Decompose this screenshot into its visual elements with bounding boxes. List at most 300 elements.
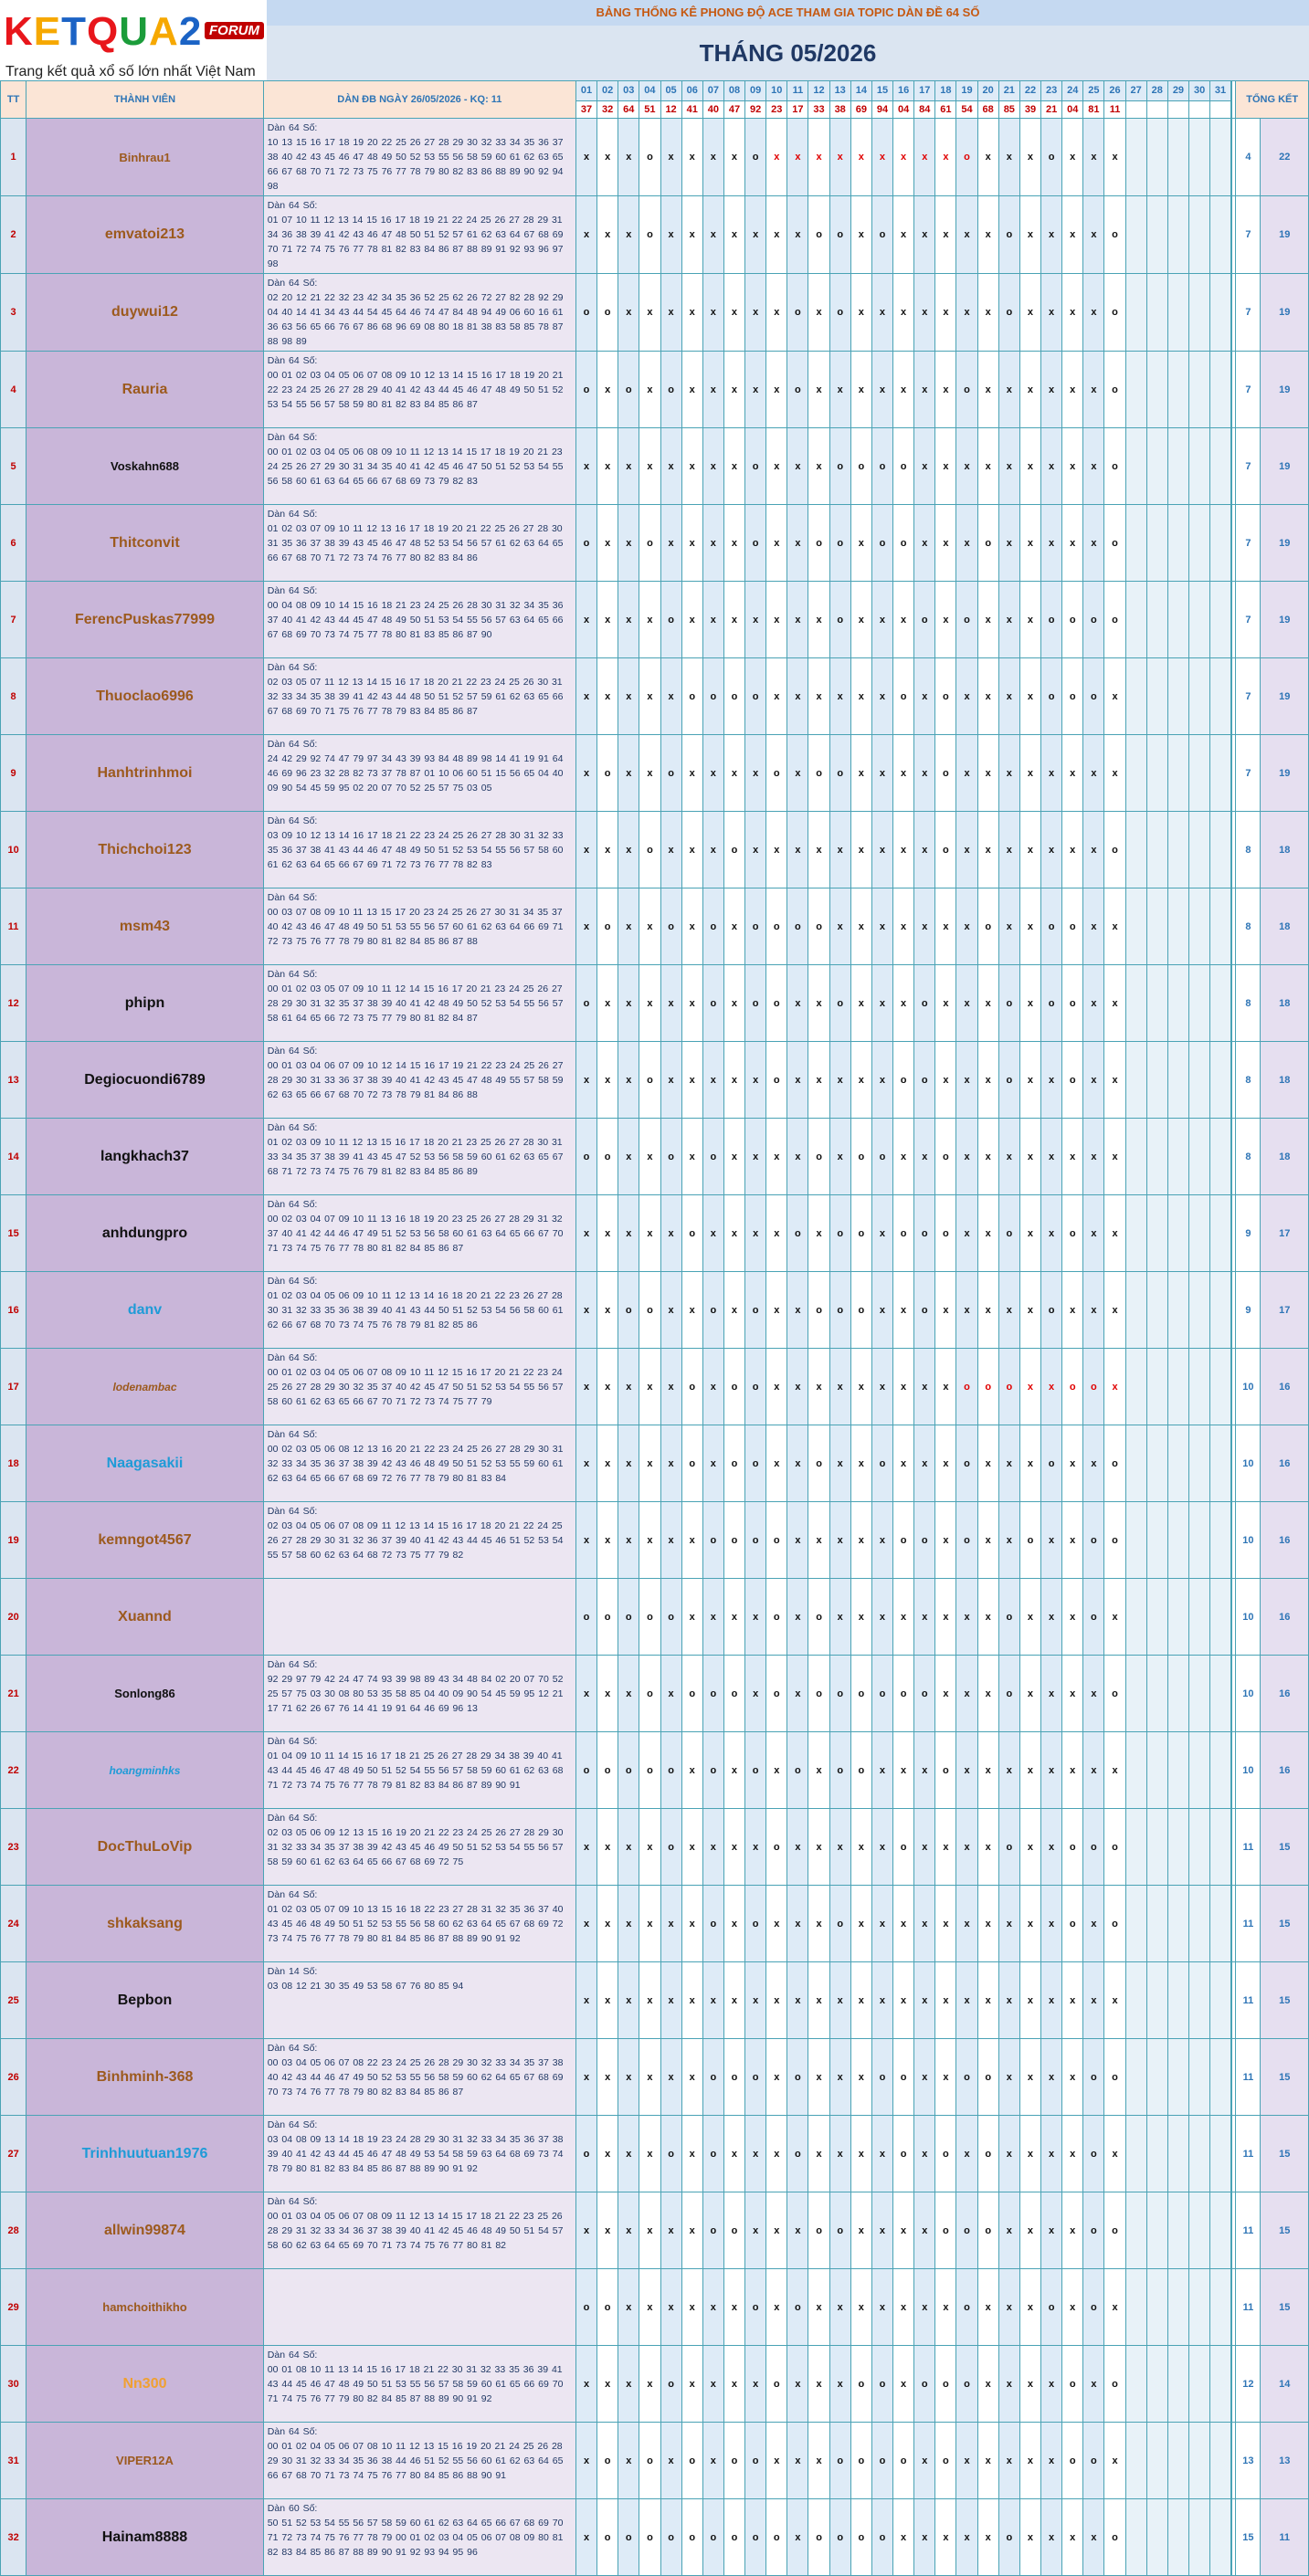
day-mark: x [618,965,639,1042]
logo-letter: A [149,9,179,54]
day-mark: x [1083,2499,1104,2576]
member-row [1,2192,1309,2269]
day-mark: x [1104,119,1125,196]
day-mark [1146,2192,1167,2269]
header-result: 32 [597,100,618,118]
day-mark [1146,1886,1167,1962]
dan-numbers: 01 02 03 05 07 09 10 13 15 16 18 22 23 27 28 31 32 35 36 37 40 43 45 46 48 49 50 51 52 53 55 56 58 60 62 63 64 65 67 68 69 72 73 74 75 76 77 78 79 80 81 84 85 86 87 88 89 90 91 92 [267,1904,564,1944]
day-mark [1210,2116,1231,2192]
dan-cell [263,658,575,735]
row-number: 23 [1,1809,26,1886]
day-mark: x [1019,582,1040,658]
member-name[interactable]: Thuoclao6996 [26,658,264,735]
member-name[interactable]: Sonlong86 [26,1656,264,1732]
day-mark: o [745,1272,766,1349]
day-mark: x [575,1886,596,1962]
day-mark: o [1083,2423,1104,2499]
day-mark [1167,2269,1188,2346]
dan-numbers: 00 01 03 04 06 07 09 10 12 14 15 16 17 19 21 22 23 24 25 26 27 28 29 30 31 33 36 37 38 39 40 41 42 43 45 47 48 49 55 57 58 59 62 63 65 66 67 68 70 72 73 78 79 81 84 86 88 [267,1060,564,1100]
dan-numbers: 00 01 02 03 04 05 06 07 08 09 10 12 13 14 15 16 17 18 19 20 21 22 23 24 25 26 27 28 29 40 41 42 43 44 45 46 47 48 49 50 51 52 53 54 55 56 57 58 59 80 81 82 83 84 85 86 87 [267,370,564,410]
member-name[interactable]: DocThuLoVip [26,1809,264,1886]
member-row [1,888,1309,965]
day-mark: x [1019,505,1040,582]
day-mark: x [935,119,956,196]
member-name[interactable]: FerencPuskas77999 [26,582,264,658]
member-name[interactable]: phipn [26,965,264,1042]
day-mark: x [618,735,639,812]
dan-numbers: 03 09 10 12 13 14 16 17 18 21 22 23 24 25 26 27 28 30 31 32 33 35 36 37 38 41 43 44 46 47 48 49 50 51 52 53 54 55 56 57 58 60 61 62 63 64 65 66 67 69 71 72 73 76 77 78 82 83 [267,830,564,870]
day-mark: x [1083,1886,1104,1962]
day-mark: x [977,1656,998,1732]
day-mark [1189,1962,1210,2039]
day-mark [1125,1579,1146,1656]
day-mark: x [766,1349,787,1425]
day-mark: x [1083,505,1104,582]
day-mark: o [1083,2116,1104,2192]
day-mark: o [702,2116,723,2192]
day-mark: x [1041,1732,1062,1809]
day-mark: x [787,1962,808,2039]
day-mark: x [871,1809,892,1886]
day-mark: x [871,1195,892,1272]
day-mark: x [914,2192,935,2269]
day-mark: x [575,1962,596,2039]
day-mark: x [893,735,914,812]
member-row [1,1425,1309,1502]
member-row [1,658,1309,735]
day-mark: x [850,352,871,428]
day-mark: x [575,2499,596,2576]
member-name[interactable]: Hanhtrinhmoi [26,735,264,812]
row-number: 14 [1,1119,26,1195]
member-row [1,1195,1309,1272]
day-mark: o [850,1732,871,1809]
day-mark: o [1083,1349,1104,1425]
dan-numbers: 92 29 97 79 42 24 47 74 93 39 98 89 43 34 48 84 02 20 07 70 52 25 57 75 03 30 08 80 53 35 58 85 04 40 09 90 54 45 59 95 12 21 17 71 62 26 67 76 14 41 19 91 64 46 69 96 13 [267,1674,564,1714]
day-mark: x [1041,274,1062,352]
day-mark: x [1041,1809,1062,1886]
member-name[interactable]: VIPER12A [26,2423,264,2499]
day-mark: x [1062,2039,1083,2116]
day-mark [1210,428,1231,505]
total-o: 11 [1236,2039,1261,2116]
day-mark [1125,1195,1146,1272]
member-name[interactable]: allwin99874 [26,2192,264,2269]
day-mark: x [977,658,998,735]
day-mark: o [702,658,723,735]
member-name[interactable]: danv [26,1272,264,1349]
day-mark: o [1104,2346,1125,2423]
member-name[interactable]: Hainam8888 [26,2499,264,2576]
day-mark: o [956,1425,977,1502]
day-mark: x [787,658,808,735]
day-mark: x [893,2499,914,2576]
day-mark: x [681,1119,702,1195]
day-mark: x [998,2192,1019,2269]
day-mark: x [1062,1272,1083,1349]
day-mark: x [639,582,660,658]
day-mark: o [1104,505,1125,582]
row-number: 28 [1,2192,26,2269]
member-name[interactable]: Degiocuondi6789 [26,1042,264,1119]
day-mark: o [850,2346,871,2423]
header-day: 02 [597,81,618,101]
member-name[interactable]: anhdungpro [26,1195,264,1272]
day-mark: x [575,812,596,888]
day-mark: x [935,428,956,505]
day-mark: x [618,1962,639,2039]
day-mark [1125,428,1146,505]
day-mark: x [639,1195,660,1272]
day-mark [1210,2423,1231,2499]
day-mark [1146,1579,1167,1656]
day-mark: x [597,965,618,1042]
day-mark: o [745,1886,766,1962]
header-day: 16 [893,81,914,101]
day-mark: x [660,2039,681,2116]
member-row [1,505,1309,582]
day-mark: x [787,2346,808,2423]
day-mark: o [829,2423,850,2499]
day-mark: x [998,428,1019,505]
day-mark: x [702,119,723,196]
member-name[interactable]: shkaksang [26,1886,264,1962]
day-mark: o [1104,1886,1125,1962]
day-mark [1146,2116,1167,2192]
day-mark: o [1041,965,1062,1042]
day-mark: x [681,2346,702,2423]
dan-cell [263,1809,575,1886]
total-x: 16 [1261,1656,1309,1732]
day-mark: o [1083,2039,1104,2116]
day-mark: o [935,1195,956,1272]
day-mark: x [766,2423,787,2499]
day-mark: o [1104,1656,1125,1732]
row-number: 1 [1,119,26,196]
day-mark: x [618,505,639,582]
day-mark: x [1083,1425,1104,1502]
day-mark: o [850,428,871,505]
day-mark: o [702,2499,723,2576]
day-mark: x [893,2269,914,2346]
day-mark: x [681,1886,702,1962]
day-mark: x [1104,1349,1125,1425]
day-mark: o [893,428,914,505]
day-mark [1167,1732,1188,1809]
day-mark [1125,1886,1146,1962]
member-name[interactable]: Bepbon [26,1962,264,2039]
total-x: 15 [1261,1962,1309,2039]
day-mark: x [829,1119,850,1195]
day-mark: x [681,812,702,888]
day-mark: x [681,1732,702,1809]
dan-title: Dàn 14 Số: [267,1966,318,1977]
day-mark: x [1019,1195,1040,1272]
day-mark: x [618,119,639,196]
day-mark: x [998,1502,1019,1579]
member-row [1,1349,1309,1425]
day-mark: x [850,2039,871,2116]
dan-title: Dàn 64 Số: [267,585,318,596]
dan-title: Dàn 64 Số: [267,122,318,133]
day-mark: x [956,1962,977,2039]
dan-title: Dàn 64 Số: [267,355,318,366]
day-mark: x [723,1886,744,1962]
day-mark [1125,1732,1146,1809]
day-mark: x [639,1809,660,1886]
header-result: 68 [977,100,998,118]
member-name[interactable]: lodenambac [26,1349,264,1425]
day-mark [1210,1042,1231,1119]
member-name[interactable]: langkhach37 [26,1119,264,1195]
dan-title: Dàn 64 Số: [267,2119,318,2130]
day-mark: o [998,2499,1019,2576]
day-mark: x [787,1349,808,1425]
day-mark: o [829,2192,850,2269]
dan-title: Dàn 64 Số: [267,969,318,980]
day-mark [1189,2116,1210,2192]
day-mark [1210,2346,1231,2423]
day-mark: x [977,582,998,658]
day-mark: x [639,888,660,965]
day-mark: x [1041,1502,1062,1579]
member-name[interactable]: kemngot4567 [26,1502,264,1579]
day-mark: x [681,888,702,965]
logo-wordmark [4,9,202,55]
day-mark: x [808,1349,829,1425]
day-mark: o [1062,2423,1083,2499]
member-name[interactable]: Naagasakii [26,1425,264,1502]
dan-numbers: 01 02 03 07 09 10 11 12 13 16 17 18 19 20 21 22 25 26 27 28 30 31 35 36 37 38 39 43 45 46 47 48 52 53 54 56 57 61 62 63 64 65 66 67 68 70 71 72 73 74 76 77 80 82 83 84 86 [267,523,564,563]
day-mark [1210,1962,1231,2039]
day-mark: x [1041,352,1062,428]
member-name[interactable]: Rauria [26,352,264,428]
day-mark [1125,658,1146,735]
day-mark: x [893,965,914,1042]
logo-letter: T [61,9,88,54]
member-name[interactable]: Thichchoi123 [26,812,264,888]
day-mark: o [787,888,808,965]
day-mark: x [745,352,766,428]
total-o: 10 [1236,1656,1261,1732]
day-mark: x [977,735,998,812]
day-mark: x [618,1809,639,1886]
day-mark: o [977,2192,998,2269]
day-mark [1189,274,1210,352]
day-mark: x [808,1732,829,1809]
day-mark: o [935,1119,956,1195]
day-mark: o [618,1579,639,1656]
day-mark: o [871,2499,892,2576]
day-mark: x [575,2346,596,2423]
day-mark [1210,274,1231,352]
day-mark: o [935,2116,956,2192]
dan-numbers: 01 04 09 10 11 14 15 16 17 18 21 25 26 27 28 29 34 38 39 40 41 43 44 45 46 47 48 49 50 51 52 54 55 56 57 58 59 60 61 62 63 68 71 72 73 74 75 76 77 78 79 81 82 83 84 86 87 89 90 91 [267,1751,564,1791]
member-name[interactable]: duywui12 [26,274,264,352]
day-mark [1146,428,1167,505]
row-number: 7 [1,582,26,658]
member-name[interactable]: Binhrau1 [26,119,264,196]
day-mark: x [723,2269,744,2346]
day-mark: x [1019,1579,1040,1656]
site-logo[interactable] [0,0,267,80]
member-name[interactable]: hoangminhks [26,1732,264,1809]
row-number: 15 [1,1195,26,1272]
day-mark: x [723,428,744,505]
day-mark: x [1062,1119,1083,1195]
day-mark: o [745,1732,766,1809]
day-mark: x [618,1656,639,1732]
dan-cell [263,428,575,505]
day-mark [1167,1425,1188,1502]
day-mark: x [702,1579,723,1656]
day-mark [1189,1579,1210,1656]
header-result: 38 [829,100,850,118]
member-name[interactable]: Voskahn688 [26,428,264,505]
day-mark: x [681,1579,702,1656]
dan-title: Dàn 64 Số: [267,739,318,750]
member-name[interactable]: emvatoi213 [26,196,264,274]
day-mark: x [1019,1119,1040,1195]
day-mark: x [723,965,744,1042]
day-mark: x [597,505,618,582]
day-mark: o [893,1195,914,1272]
header-result: 37 [575,100,596,118]
member-row [1,1962,1309,2039]
total-x: 15 [1261,2192,1309,2269]
day-mark: o [1083,1579,1104,1656]
day-mark: o [618,1272,639,1349]
day-mark: o [660,735,681,812]
day-mark: o [893,2039,914,2116]
total-x: 19 [1261,196,1309,274]
header-day: 20 [977,81,998,101]
day-mark: x [597,1886,618,1962]
day-mark: x [766,352,787,428]
day-mark: o [829,735,850,812]
day-mark: o [702,2192,723,2269]
header-day: 18 [935,81,956,101]
day-mark: o [723,1502,744,1579]
day-mark: o [893,1809,914,1886]
member-name[interactable]: Thitconvit [26,505,264,582]
dan-cell [263,352,575,428]
member-name[interactable]: Trinhhuutuan1976 [26,2116,264,2192]
total-x: 15 [1261,2039,1309,2116]
day-mark: o [871,2423,892,2499]
dan-numbers: 00 03 04 05 06 07 08 22 23 24 25 26 28 29 30 32 33 34 35 37 38 40 42 43 44 46 47 49 50 52 53 55 56 58 59 60 62 64 65 67 68 69 70 73 74 76 77 78 79 80 82 83 84 85 86 87 [267,2057,564,2098]
day-mark: x [766,1425,787,1502]
member-name[interactable]: Binhminh-368 [26,2039,264,2116]
day-mark [1167,735,1188,812]
day-mark: x [850,196,871,274]
day-mark: x [935,196,956,274]
day-mark: x [977,1886,998,1962]
day-mark: x [893,2192,914,2269]
day-mark: x [660,505,681,582]
day-mark: o [766,1809,787,1886]
member-name[interactable]: msm43 [26,888,264,965]
day-mark: x [808,352,829,428]
row-number: 5 [1,428,26,505]
dan-cell [263,1425,575,1502]
day-mark: x [745,274,766,352]
day-mark [1146,274,1167,352]
day-mark: o [787,2116,808,2192]
member-name[interactable]: hamchoithikho [26,2269,264,2346]
day-mark: x [660,658,681,735]
day-mark: x [597,1042,618,1119]
day-mark: x [575,1195,596,1272]
day-mark [1146,196,1167,274]
day-mark [1125,812,1146,888]
day-mark: o [850,2499,871,2576]
day-mark: x [681,1042,702,1119]
dan-numbers: 24 42 29 92 74 47 79 97 34 43 39 93 84 48 89 98 14 41 19 91 64 46 69 96 23 32 28 82 73 37 78 87 01 10 06 60 51 15 56 65 04 40 09 90 54 45 59 95 02 20 07 70 52 25 57 75 03 05 [267,753,564,794]
total-x: 16 [1261,1579,1309,1656]
day-mark: x [829,812,850,888]
day-mark [1146,2269,1167,2346]
dan-title: Dàn 60 Số: [267,2503,318,2514]
day-mark [1167,1042,1188,1119]
day-mark: o [660,2116,681,2192]
day-mark: x [597,1962,618,2039]
total-x: 15 [1261,1886,1309,1962]
day-mark: o [639,812,660,888]
day-mark: x [829,352,850,428]
member-row [1,428,1309,505]
day-mark: o [998,274,1019,352]
day-mark: x [893,812,914,888]
day-mark: x [829,658,850,735]
member-name[interactable]: Xuannd [26,1579,264,1656]
day-mark: x [660,965,681,1042]
header-day: 26 [1104,81,1125,101]
day-mark: o [1104,196,1125,274]
day-mark: o [871,1119,892,1195]
day-mark: x [1019,2346,1040,2423]
member-name[interactable]: Nn300 [26,2346,264,2423]
day-mark: x [850,1502,871,1579]
day-mark: o [597,2499,618,2576]
total-o: 11 [1236,2116,1261,2192]
day-mark [1125,2346,1146,2423]
day-mark: o [1041,1425,1062,1502]
day-mark: o [1104,1425,1125,1502]
day-mark: x [597,1272,618,1349]
header-day: 11 [787,81,808,101]
logo-letter: Q [87,9,120,54]
day-mark: x [745,735,766,812]
day-mark: x [1062,735,1083,812]
day-mark: o [575,1119,596,1195]
day-mark: x [1019,2039,1040,2116]
header-day: 06 [681,81,702,101]
day-mark: x [935,1656,956,1732]
day-mark [1189,1809,1210,1886]
header-day: 10 [766,81,787,101]
day-mark: x [956,1732,977,1809]
row-number: 4 [1,352,26,428]
day-mark: o [1062,582,1083,658]
dan-title: Dàn 64 Số: [267,200,318,211]
day-mark: x [1019,1656,1040,1732]
day-mark: o [850,2423,871,2499]
day-mark: o [787,1195,808,1272]
day-mark: x [1041,505,1062,582]
day-mark [1167,1119,1188,1195]
day-mark: x [1083,888,1104,965]
